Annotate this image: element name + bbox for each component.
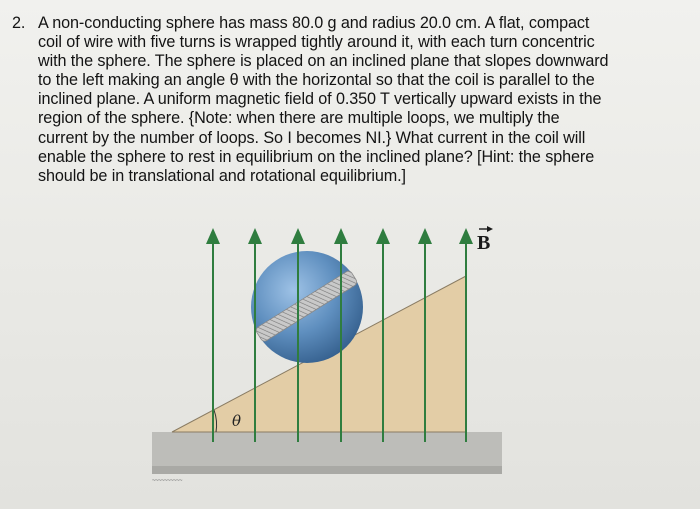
field-arrowhead [248, 228, 262, 244]
ground-shadow [152, 466, 502, 474]
problem-line: inclined plane. A uniform magnetic field of 0.350 T vertically upward exists in the [38, 90, 602, 109]
problem-line: current by the number of loops. So I becomes NI.} What current in the coil will [38, 128, 586, 147]
problem-line: to the left making an angle θ with the horizontal so that the coil is parallel to the [38, 71, 595, 90]
problem-line: region of the sphere. {Note: when there are multiple loops, we multiply the [38, 109, 560, 128]
field-arrowhead [206, 228, 220, 244]
field-arrowhead [376, 228, 390, 244]
caption-scribble: ~~~~~~~~~~ [152, 478, 183, 484]
field-arrowhead [334, 228, 348, 244]
field-arrowhead [291, 228, 305, 244]
problem-line: enable the sphere to rest in equilibrium on the inclined plane? [Hint: the sphere [38, 147, 595, 166]
problem-line: coil of wire with five turns is wrapped tightly around it, with each turn concentric [38, 33, 595, 52]
problem-line: should be in translational and rotational equilibrium.] [38, 166, 406, 185]
problem-number: 2. [12, 14, 26, 32]
angle-label: θ [232, 412, 242, 430]
field-arrowhead [459, 228, 473, 244]
field-label: B [477, 232, 491, 254]
field-arrowhead [418, 228, 432, 244]
problem-line: A non-conducting sphere has mass 80.0 g and radius 20.0 cm. A flat, compact [38, 14, 590, 32]
problem-line: with the sphere. The sphere is placed on an inclined plane that slopes downward [38, 52, 609, 71]
